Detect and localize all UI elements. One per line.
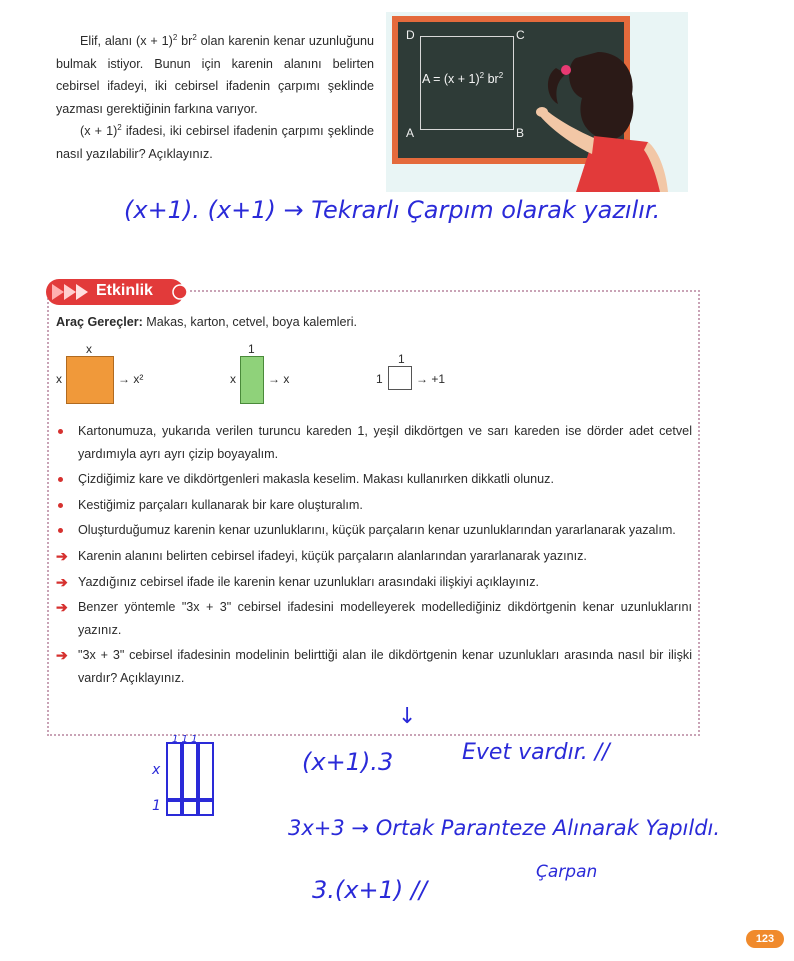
bullet-icon	[58, 429, 63, 434]
model-bar	[198, 742, 214, 800]
corner-d: D	[406, 28, 415, 42]
tile-1-side-label: 1	[376, 372, 383, 386]
handwritten-answer-1: (x+1). (x+1) → Tekrarlı Çarpım olarak yazılır.	[124, 196, 661, 224]
intro-paragraph-1: Elif, alanı $(x + 1)^2$ $br^2$ olan karenin kenar uzunluğunu bulmak istiyor. Bunun için karenin alanını belirten cebirsel ifadeyi, iki cebirsel ifadenin çarpımı şeklinde yazması gerektiğinin farkına varıyor.	[56, 32, 375, 116]
list-item: Kestiğimiz parçaları kullanarak bir kare oluşturalım.	[56, 494, 692, 517]
handwritten-model	[150, 734, 230, 818]
tile-1-result: → +1	[416, 372, 446, 386]
corner-a: A	[406, 126, 415, 140]
corner-c: C	[516, 28, 525, 42]
handwritten-answer-2-note: Evet vardır. //	[462, 740, 610, 765]
algebra-tiles	[56, 342, 676, 404]
arrow-right-icon: ➔	[56, 599, 68, 616]
arrow-right-icon: ➔	[56, 573, 68, 590]
activity-frame-top	[190, 290, 696, 292]
tile-x-side-label: x	[230, 372, 236, 386]
tile-x-result: → x	[268, 372, 290, 386]
handwritten-answer-4: 3.(x+1) //	[312, 876, 428, 904]
model-unit	[198, 800, 214, 816]
intro-paragraph-2: $(x + 1)^2$ ifadesi, iki cebirsel ifadenin çarpımı şeklinde nasıl yazılabilir? Açıklayınız.	[56, 123, 374, 161]
list-item: ➔ Karenin alanını belirten cebirsel ifadeyi, küçük parçaların alanlarından yararlanarak yazınız.	[56, 545, 692, 568]
handwritten-answer-3-note: Çarpan	[536, 862, 598, 882]
tile-x2-side-label: x	[56, 372, 62, 386]
tile-1-top-label: 1	[398, 352, 405, 366]
activity-title: Etkinlik	[96, 282, 153, 299]
model-unit	[182, 800, 198, 816]
list-item: Oluşturduğumuz karenin kenar uzunluklarını, küçük parçaların kenar uzunluklarından yararlanarak yazalım.	[56, 519, 692, 542]
model-top-label: 1 1 1	[172, 734, 198, 745]
arrow-right-icon: ➔	[56, 647, 68, 664]
board-formula: $A = (x + 1)^2$ $br^2$	[422, 70, 504, 86]
tile-1	[388, 366, 412, 390]
activity-instructions	[56, 420, 692, 693]
tile-x2-result: → x²	[118, 372, 144, 386]
bullet-icon	[58, 528, 63, 533]
tile-x2-top-label: x	[86, 342, 92, 356]
chalkboard-illustration	[386, 12, 688, 192]
list-item: ➔ "3x + 3" cebirsel ifadesinin modelinin belirttiği alan ile dikdörtgenin kenar uzunlukları arasında nasıl bir ilişki vardır? Açıklayınız.	[56, 644, 692, 689]
bullet-icon	[58, 503, 63, 508]
list-item: ➔ Benzer yöntemle "3x + 3" cebirsel ifadesini modelleyerek modellediğiniz dikdörtgenin kenar uzunluklarını yazınız.	[56, 596, 692, 641]
double-chevron-icon	[50, 282, 94, 302]
handwritten-arrow-mark: ↓	[398, 704, 417, 729]
tile-x-top-label: 1	[248, 342, 255, 356]
list-item: Kartonumuza, yukarıda verilen turuncu kareden 1, yeşil dikdörtgen ve sarı kareden ise dörder adet cetvel yardımıyla ayrı ayrı çizip boyayalım.	[56, 420, 692, 465]
handwritten-answer-3: 3x+3 → Ortak Paranteze Alınarak Yapıldı.	[288, 816, 721, 840]
girl-figure	[536, 50, 686, 192]
dot-icon	[172, 284, 188, 300]
bullet-icon	[58, 477, 63, 482]
list-item: ➔ Yazdığınız cebirsel ifade ile karenin kenar uzunlukları arasındaki ilişkiyi açıklayınız.	[56, 571, 692, 594]
list-item: Çizdiğimiz kare ve dikdörtgenleri makasla keselim. Makası kullanırken dikkatli olunuz.	[56, 468, 692, 491]
page-number: 123	[746, 930, 784, 948]
model-x-label: x	[152, 762, 161, 778]
intro-text	[56, 30, 374, 166]
arrow-right-icon: ➔	[56, 547, 68, 564]
handwritten-answer-2: (x+1).3	[302, 748, 394, 776]
model-bar	[182, 742, 198, 800]
tile-x2	[66, 356, 114, 404]
model-1-label: 1	[152, 798, 161, 814]
tile-x	[240, 356, 264, 404]
model-unit	[166, 800, 182, 816]
corner-b: B	[516, 126, 525, 140]
model-bar	[166, 742, 182, 800]
materials-line: Araç Gereçler: Makas, karton, cetvel, boya kalemleri.	[56, 315, 357, 329]
